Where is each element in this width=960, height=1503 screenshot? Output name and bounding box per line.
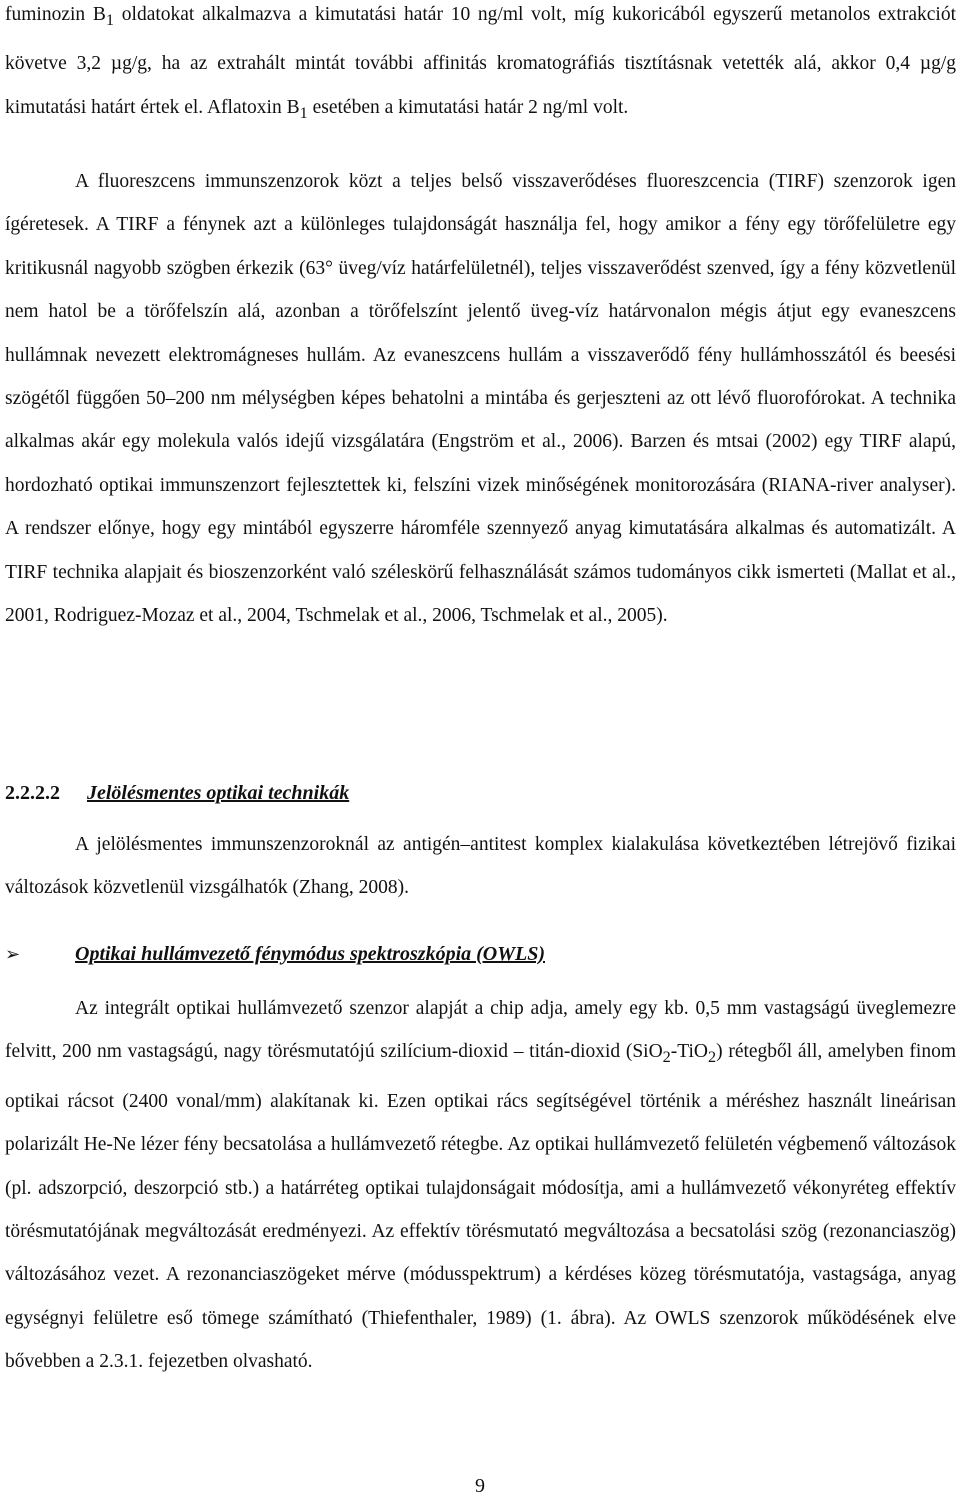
arrow-bullet-icon: ➢ <box>5 944 21 965</box>
subscript: 2 <box>708 1048 717 1067</box>
text-run: oldatokat alkalmazva a kimutatási határ 10 ng/ml volt, míg kukoricából egyszerű metanolos extrakciót követve 3,2 µg/g, ha az extrahált mintát további affinitás kromatográfiás tisztításnak vetették alá, akkor 0,4 µg/g kimutatási határt értek el. Aflatoxin B <box>5 4 956 118</box>
subscript: 2 <box>662 1048 671 1067</box>
subscript: 1 <box>105 10 115 29</box>
section-number: 2.2.2.2 <box>5 782 60 804</box>
text-run: ) rétegből áll, amelyben finom optikai rácsot (2400 vonal/mm) alakítanak ki. Ezen optikai rács segítségével történik a méréshez használt lineárisan polarizált He-Ne lézer fény becsatolása a hullámvezető rétegbe. Az optikai hullámvezető felületén végbemenő változások (pl. adszorpció, deszorpció stb.) a határréteg optikai tulajdonságait módosítja, ami a hullámvezető vékonyréteg effektív törésmutatójának megváltozását eredményezi. Az effektív törésmutató megváltozása a becsatolási szög (rezonanciaszög) változásához vezet. A rezonanciaszögeket mérve (módusspektrum) a kérdéses közeg törésmutatója, vastagsága, anyag egységnyi felületre eső tömege számítható (Thiefenthaler, 1989) (1. ábra). Az OWLS szenzorok működésének elve bővebben a 2.3.1. fejezetben olvasható. <box>5 1041 956 1373</box>
section-heading <box>5 772 349 815</box>
subsection-heading <box>5 933 545 976</box>
paragraph-label-free: A jelölésmentes immunszenzoroknál az antigén–antitest komplex kialakulása következtében létrejövő fizikai változások közvetlenül vizsgálhatók (Zhang, 2008). <box>5 834 956 899</box>
subscript: 1 <box>299 103 308 122</box>
page-number: 9 <box>475 1475 485 1497</box>
text-run: esetében a kimutatási határ 2 ng/ml volt. <box>307 96 629 118</box>
text-run: -TiO <box>670 1041 709 1063</box>
paragraph-owls <box>5 987 956 1384</box>
paragraph-detection-limits <box>5 0 956 135</box>
text-run: Az integrált optikai hullámvezető szenzor alapját a chip adja, amely egy kb. 0,5 mm vastagságú üveglemezre felvitt, 200 nm vastagságú, nagy törésmutatójú szilícium-dioxid – titán-dioxid (SiO <box>5 998 956 1063</box>
subsection-title: Optikai hullámvezető fénymódus spektroszkópia (OWLS) <box>75 943 546 965</box>
paragraph-tirf: A fluoreszcens immunszenzorok közt a teljes belső visszaverődéses fluoreszcencia (TIRF) szenzorok igen ígéretesek. A TIRF a fénynek azt a különleges tulajdonságát használja fel, hogy amikor a fény egy törőfelületre egy kritikusnál nagyobb szögben érkezik (63° üveg/víz határfelületnél), teljes visszaverődést szenved, így a fény közvetlenül nem hatol be a törőfelszín alá, azonban a törőfelszínt jelentő üveg-víz határvonalon mégis átjut egy evaneszcens hullámnak nevezett elektromágneses hullám. Az evaneszcens hullám a visszaverődő fény hullámhosszától és beesési szögétől függően 50–200 nm mélységben képes behatolni a mintába és gerjeszteni az ott lévő fluorofórokat. A technika alkalmas akár egy molekula valós idejű vizsgálatára (Engström et al., 2006). Barzen és mtsai (2002) egy TIRF alapú, hordozható optikai immunszenzort fejlesztettek ki, felszíni vizek minőségének monitorozására (RIANA-river analyser). A rendszer előnye, hogy egy mintából egyszerre háromféle szennyező anyag kimutatására alkalmas és automatizált. A TIRF technika alapjait és bioszenzorként való széleskörű felhasználását számos tudományos cikk ismerteti (Mallat et al., 2001, Rodriguez-Mozaz et al., 2004, Tschmelak et al., 2006, Tschmelak et al., 2005). <box>5 171 956 627</box>
text-run: fuminozin B <box>5 4 106 25</box>
section-title: Jelölésmentes optikai technikák <box>87 782 350 804</box>
